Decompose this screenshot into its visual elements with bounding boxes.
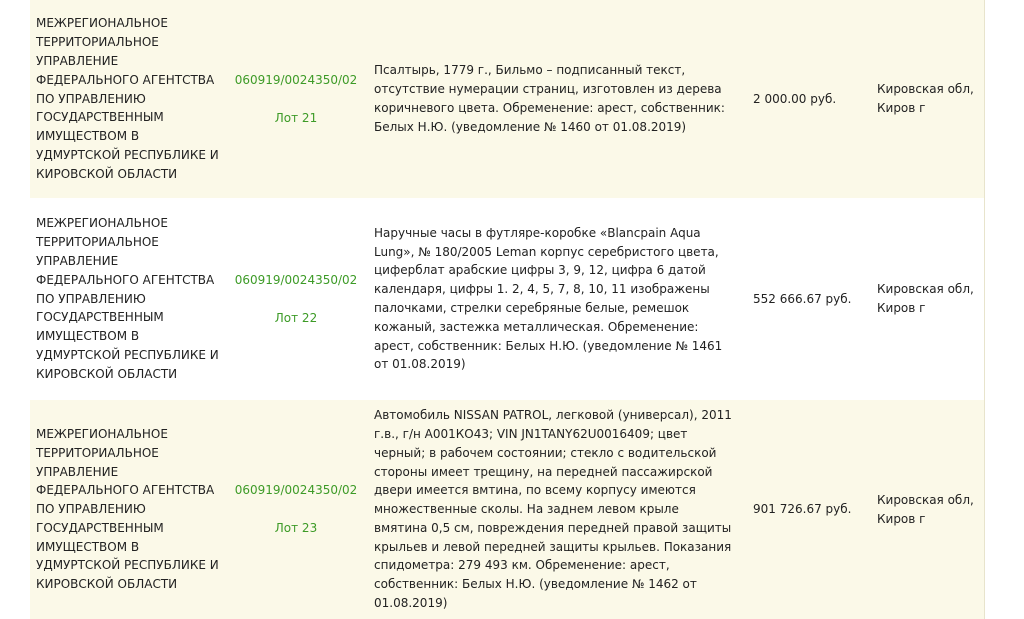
table-row[interactable] [30,0,984,198]
location-cell: Кировская обл, Киров г [865,0,984,198]
description-cell: Псалтырь, 1779 г., Бильмо – подписанный текст, отсутствие нумерации страниц, изготовлен из дерева коричневого цвета. Обременение: арест, собственник: Белых Н.Ю. (уведомление № 1460 от 01.08.2019) [367,0,741,198]
location-cell: Кировская обл, Киров г [865,400,984,619]
description-cell: Наручные часы в футляре-коробке «Blancpain Aqua Lung», № 180/2005 Leman корпус серебристого цвета, циферблат арабские цифры 3, 9, 12, цифра 6 датой календаря, цифры 1. 2, 4, 5, 7, 8, 10, 11 изображены палочками, стрелки серебряные белые, ремешок кожаный, застежка металлическая. Обременение: арест, собственник: Белых Н.Ю. (уведомление № 1461 от 01.08.2019) [367,198,741,400]
price-cell: 2 000.00 руб. [741,0,865,198]
location-cell: Кировская обл, Киров г [865,198,984,400]
notice-cell [225,0,367,198]
price-cell: 552 666.67 руб. [741,198,865,400]
notice-cell [225,198,367,400]
lots-table-container [30,0,985,619]
price-cell: 901 726.67 руб. [741,400,865,619]
organizer-cell: МЕЖРЕГИОНАЛЬНОЕ ТЕРРИТОРИАЛЬНОЕ УПРАВЛЕНИЕ ФЕДЕРАЛЬНОГО АГЕНТСТВА ПО УПРАВЛЕНИЮ ГОСУДАРСТВЕННЫМ ИМУЩЕСТВОМ В УДМУРТСКОЙ РЕСПУБЛИКЕ И КИРОВСКОЙ ОБЛАСТИ [30,0,225,198]
lot-label-link[interactable]: Лот 21 [274,110,318,125]
lots-table [30,0,984,619]
notice-number-link[interactable]: 060919/0024350/02 [234,483,358,498]
organizer-cell: МЕЖРЕГИОНАЛЬНОЕ ТЕРРИТОРИАЛЬНОЕ УПРАВЛЕНИЕ ФЕДЕРАЛЬНОГО АГЕНТСТВА ПО УПРАВЛЕНИЮ ГОСУДАРСТВЕННЫМ ИМУЩЕСТВОМ В УДМУРТСКОЙ РЕСПУБЛИКЕ И КИРОВСКОЙ ОБЛАСТИ [30,198,225,400]
lot-label-link[interactable]: Лот 22 [274,310,318,325]
description-cell: Автомобиль NISSAN PATROL, легковой (универсал), 2011 г.в., г/н А001КО43; VIN JN1TANY62U0016409; цвет черный; в рабочем состоянии; стекло с водительской стороны имеет трещину, на передней пассажирской двери имеется вмтина, по всему корпусу имеются множественные сколы. На заднем левом крыле вмятина 0,5 см, повреждения передней правой защиты крыльев и левой передней защиты крыльев. Показания спидометра: 279 493 км. Обременение: арест, собственник: Белых Н.Ю. (уведомление № 1462 от 01.08.2019) [367,400,741,619]
notice-cell [225,400,367,619]
table-row[interactable] [30,198,984,400]
notice-number-link[interactable]: 060919/0024350/02 [234,72,358,87]
organizer-cell: МЕЖРЕГИОНАЛЬНОЕ ТЕРРИТОРИАЛЬНОЕ УПРАВЛЕНИЕ ФЕДЕРАЛЬНОГО АГЕНТСТВА ПО УПРАВЛЕНИЮ ГОСУДАРСТВЕННЫМ ИМУЩЕСТВОМ В УДМУРТСКОЙ РЕСПУБЛИКЕ И КИРОВСКОЙ ОБЛАСТИ [30,400,225,619]
table-row[interactable] [30,400,984,619]
lot-label-link[interactable]: Лот 23 [274,521,318,535]
notice-number-link[interactable]: 060919/0024350/02 [234,272,358,287]
